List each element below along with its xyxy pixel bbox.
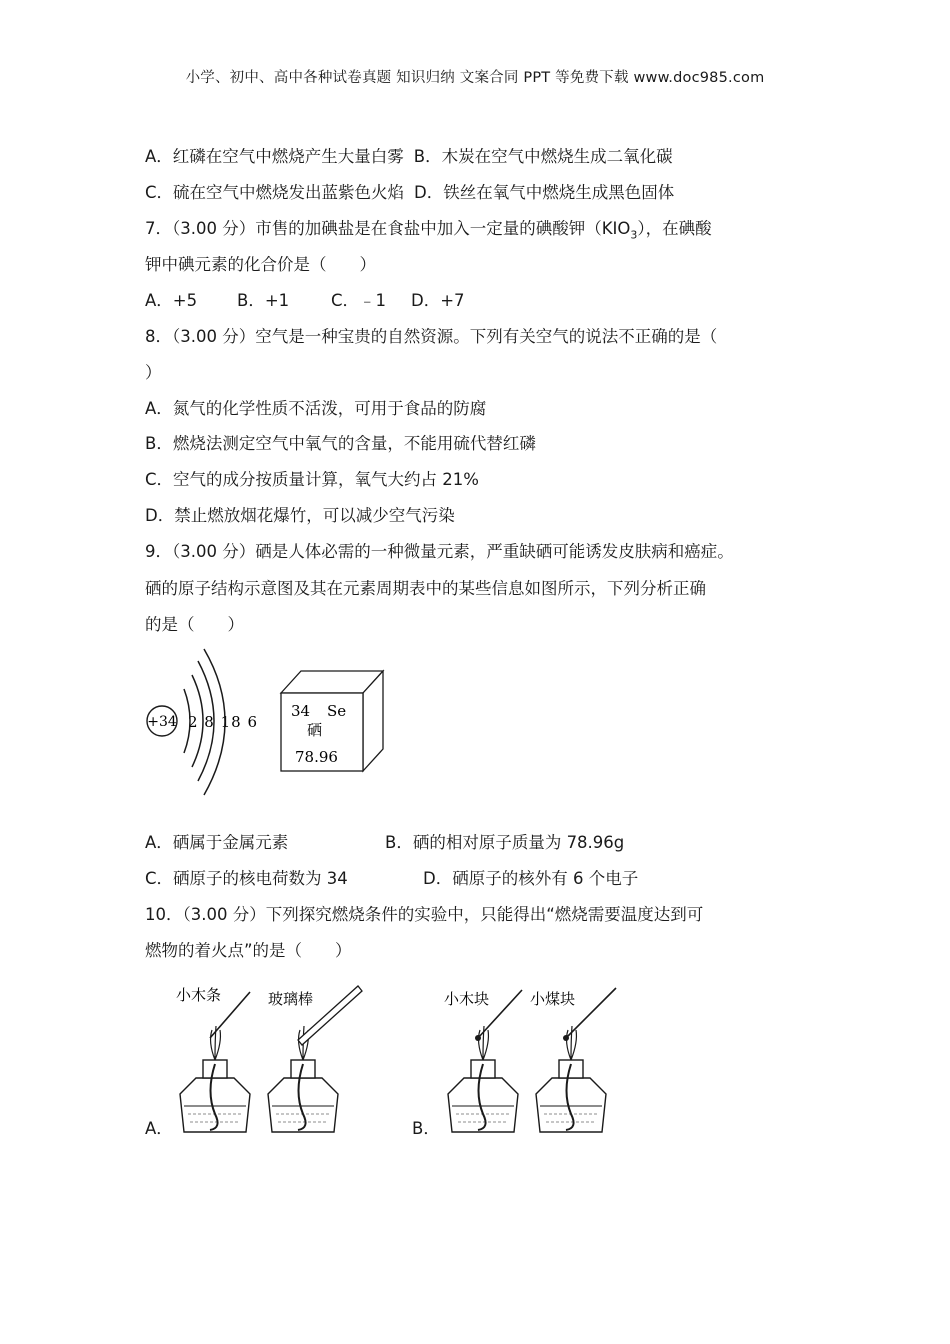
q9-option-c: C．硒原子的核电荷数为 34 <box>145 869 348 888</box>
label-glass-rod: 玻璃棒 <box>268 990 314 1008</box>
q7-option-d: D．+7 <box>411 291 465 310</box>
label-small-wood-block: 小木块 <box>444 990 490 1008</box>
q8-stem-line-2: ） <box>145 363 162 382</box>
q9-option-b: B．硒的相对原子质量为 78.96g <box>385 833 625 852</box>
q6-option-c: C．硫在空气中燃烧发出蓝紫色火焰 <box>145 183 405 202</box>
q10-stem-line-1: 10．（3.00 分）下列探究燃烧条件的实验中，只能得出“燃烧需要温度达到可 <box>145 905 704 924</box>
q8-option-a: A．氮气的化学性质不活泼，可用于食品的防腐 <box>145 399 487 418</box>
q10-figure-a <box>170 982 370 1144</box>
label-small-stick: 小木条 <box>176 986 222 1004</box>
q9-stem-line-2: 硒的原子结构示意图及其在元素周期表中的某些信息如图所示，下列分析正确 <box>145 579 706 598</box>
q9-option-d: D．硒原子的核外有 6 个电子 <box>423 869 639 888</box>
q6-option-d: D．铁丝在氧气中燃烧生成黑色固体 <box>414 183 675 202</box>
q7-stem-post: ），在碘酸 <box>637 219 712 238</box>
q6-option-b: B．木炭在空气中燃烧生成二氧化碳 <box>413 147 673 166</box>
q10-option-a-label: A． <box>145 1119 173 1138</box>
q6-option-a: A．红磷在空气中燃烧产生大量白雾 <box>145 147 404 166</box>
q9-options-row-1 <box>145 832 624 854</box>
q9-option-a: A．硒属于金属元素 <box>145 833 289 852</box>
alcohol-lamp-3 <box>448 1026 518 1132</box>
q6-options-row-2 <box>145 182 674 204</box>
atom-nucleus-charge: +34 <box>147 714 177 730</box>
q10-option-b-label: B． <box>412 1119 440 1138</box>
q9-stem-line-1: 9．（3.00 分）硒是人体必需的一种微量元素，严重缺硒可能诱发皮肤病和癌症。 <box>145 542 734 561</box>
q7-stem-subscript: 3 <box>630 228 638 242</box>
q7-options-row <box>145 290 465 312</box>
page-header: 小学、初中、高中各种试卷真题 知识归纳 文案合同 PPT 等免费下载 www.doc985.com <box>185 70 765 86</box>
alcohol-lamp-4 <box>536 1026 606 1132</box>
atom-shell-electrons: 2 8 18 6 <box>188 713 259 731</box>
q10-figure-b <box>438 982 638 1144</box>
q8-option-c: C．空气的成分按质量计算，氧气大约占 21% <box>145 470 479 489</box>
q7-option-b: B．+1 <box>237 291 290 310</box>
q8-option-d: D．禁止燃放烟花爆竹，可以减少空气污染 <box>145 506 455 525</box>
label-small-coal-block: 小煤块 <box>530 990 576 1008</box>
element-name: 硒 <box>307 721 323 739</box>
coal-block-piece <box>563 1035 569 1041</box>
q8-option-b: B．燃烧法测定空气中氧气的含量，不能用硫代替红磷 <box>145 434 536 453</box>
wood-block-piece <box>475 1035 481 1041</box>
element-symbol: Se <box>327 702 347 720</box>
element-atomic-number: 34 <box>291 702 311 720</box>
element-atomic-mass: 78.96 <box>295 748 338 766</box>
q6-options-row-1 <box>145 146 673 168</box>
q7-option-c: C．﹣1 <box>331 291 387 310</box>
q7-stem-line-1 <box>145 218 712 246</box>
selenium-atom-diagram <box>140 645 260 800</box>
q7-stem-line-2: 钾中碘元素的化合价是（ ） <box>145 255 376 274</box>
alcohol-lamp-1 <box>180 1026 250 1132</box>
q9-options-row-2 <box>145 868 638 890</box>
q8-stem-line-1: 8．（3.00 分）空气是一种宝贵的自然资源。下列有关空气的说法不正确的是（ <box>145 327 718 346</box>
q7-stem-pre: 7．（3.00 分）市售的加碘盐是在食盐中加入一定量的碘酸钾（KIO <box>145 219 631 238</box>
q9-stem-line-3: 的是（ ） <box>145 615 244 634</box>
selenium-element-card <box>275 665 390 777</box>
q10-stem-line-2: 燃物的着火点”的是（ ） <box>145 941 352 960</box>
q7-option-a: A．+5 <box>145 291 198 310</box>
